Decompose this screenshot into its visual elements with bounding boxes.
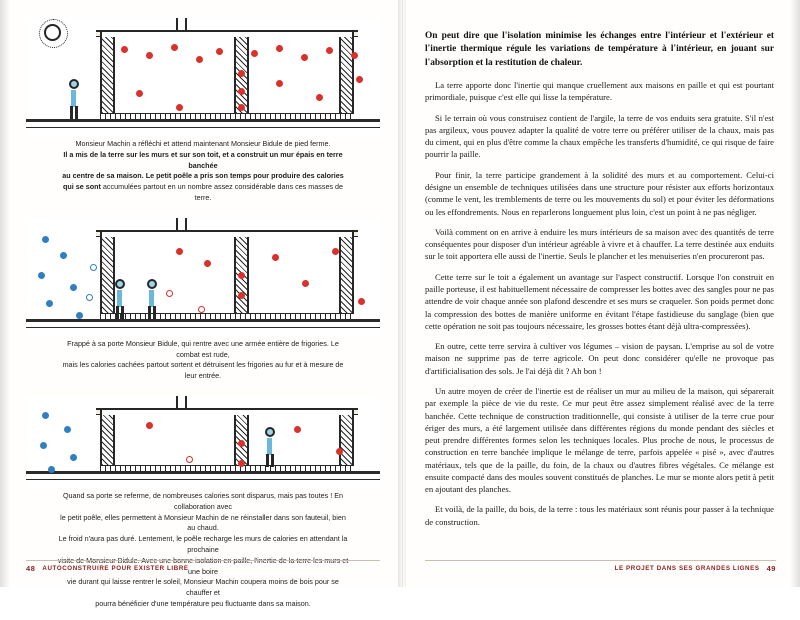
caption-line: Monsieur Machin a réfléchi et attend maintenant Monsieur Bidule de pied ferme. — [75, 139, 331, 148]
house-section — [100, 230, 354, 319]
caption-line: Frappé à sa porte Monsieur Bidule, qui rentre avec une armée entière de frigories. Le combat est rude, — [67, 338, 339, 359]
ground-line-2 — [26, 327, 380, 328]
caption-3 — [26, 488, 380, 620]
left-page — [0, 0, 402, 608]
lead-paragraph: On peut dire que l'isolation minimise les échanges entre l'intérieur et l'extérieur et l'inertie thermique régule les variations de température à l'intérieur, en jouant sur l'absorption et la restitution de chaleur. — [425, 31, 774, 68]
footer-rule-right — [425, 560, 776, 561]
character-machin-seated — [262, 427, 278, 467]
body-paragraph: Voilà comment on en arrive à enduire les murs intérieurs de sa maison avec des quantités de terre conséquentes pour disposer d'un intérieur agréable à vivre et à chauffer. La terre destinée aux enduits sur le toit apportera elle aussi de l'inertie. Seuls le plancher et les menuiseries n'en procureront pas. — [425, 226, 774, 262]
house-section — [100, 408, 354, 471]
footer-left — [26, 564, 189, 573]
straw-wall-right — [339, 415, 354, 471]
ground-line-2 — [26, 127, 380, 128]
body-paragraph: Cette terre sur le toit a également un avantage sur l'aspect constructif. Lorsque l'on construit en paille porteuse, il est habituellement nécessaire de compresser les bottes avec des sangles pour ne pas attendre de voir chaque année son plafond descendre et ses murs se craqueler. Son poids permet donc la compression des bottes de manière uniforme en évitant l'étape fastidieuse du sanglage (bien que cette opération ne soit pas toujours nécessaire, les grosses bottes étant déjà ultra-compressées). — [425, 271, 774, 331]
caption-line: vie durant qui laisse rentrer le soleil, Monsieur Machin coupera moins de bois pour se chauffer et — [67, 577, 339, 598]
body-paragraph: Et voilà, de la paille, du bois, de la terre : tous les matériaux sont réunis pour passer à la technique de construction. — [425, 504, 774, 527]
caption-line: une boire — [188, 566, 218, 576]
straw-wall-left — [100, 415, 115, 471]
caption-2 — [26, 336, 380, 392]
body-paragraph: Pour finir, la terre participe grandement à la solidité des murs et au comportement. Celui-ci désigne un ensemble de techniques utilisées dans une structure pour résister aux efforts horizontaux (comme le vent, les tremblements de terre ou les mouvements du sol) et pour éviter les déformations ou les effondrements. Nous en reparlerons longuement plus loin, c'est un point à ne pas négliger. — [425, 169, 774, 217]
house-section — [100, 30, 354, 119]
scene-1 — [26, 18, 380, 136]
caption-line: Le froid n'aura pas duré. Lentement, le poêle recharge les murs de calories en attendant la prochaine — [58, 534, 348, 554]
footer-right — [615, 564, 776, 573]
character-bidule — [144, 279, 160, 319]
caption-line: mais les calories cachées partout sortent et détruisent les frigories au fur et à mesure de leur entrée. — [62, 360, 344, 381]
caption-line: accumulées partout en un nombre assez considérable dans ces masses de terre. — [102, 182, 344, 202]
character-machin — [112, 279, 128, 319]
scene-2 — [26, 218, 380, 336]
character-machin — [66, 79, 82, 119]
straw-wall-right — [339, 237, 354, 319]
straw-wall-left — [100, 37, 115, 119]
caption-1 — [26, 136, 380, 214]
ground-line-2 — [26, 479, 380, 480]
caption-line: Quand sa porte se referme, de nombreuses calories sont disparus, mais pas toutes ! En collaboration avec — [62, 490, 344, 511]
footer-rule-left — [26, 560, 380, 561]
illustration-panel-3 — [26, 396, 380, 620]
body-paragraph: Un autre moyen de créer de l'inertie est de réaliser un mur au milieu de la maison, qui séparerait par exemple la pièce de vie du reste. Ce mur peut être assez simplement réalisé avec de la terre banchée. Cette technique de construction traditionnelle, qui consiste à utiliser de la terre crue pour ériger des murs, a été largement utilisée dans différentes régions du monde pendant des siècles et peut prendre différentes formes selon les techniques locales. Plus proche de nous, le processus de construction en terre banchée implique le mélange de terre, parfois appelée « pisé », avec d'autres matériaux, tels que de la paille, du foin, de la chaux ou d'autres fibres végétales. Ce mélange est ensuite compacté dans des moules souvent constitués de planches. Le mur se monte alors petit à petit en ajoutant des planches. — [425, 385, 774, 495]
page-number-left: 48 — [26, 564, 36, 573]
body-paragraph: Si le terrain où vous construisez contient de l'argile, la terre de vos enduits sera gratuite. S'il n'est pas argileux, vous pouvez adapter la qualité de votre terre ou préférer utiliser de la chaux, mais pas du ciment, qui en plus d'être comme la chaux empêche les transferts d'humidité, ce qui risque de faire pourrir la paille. — [425, 112, 774, 160]
caption-line: le petit poêle, elles permettent à Monsieur Machin de ne réinstaller dans son fauteuil, bien au chaud. — [60, 512, 346, 533]
scene-3 — [26, 396, 380, 488]
ground-line — [26, 319, 380, 322]
illustration-panel-1 — [26, 18, 380, 214]
illustration-panel-2 — [26, 218, 380, 392]
ground-line — [26, 119, 380, 122]
caption-line-bold: au centre de sa maison. Le petit poêle a pris son temps pour produire des calories qui se sont — [62, 171, 344, 192]
caption-line: pourra bénéficier d'une température peu fluctuante dans sa maison. — [95, 598, 311, 608]
right-page — [402, 0, 800, 587]
running-head-left: AUTOCONSTRUIRE POUR EXISTER LIBRE — [42, 565, 189, 572]
ground-line — [26, 471, 380, 474]
body-paragraph: En outre, cette terre servira à cultiver vos légumes – vision de paysan. L'emprise au sol de votre maison ne supprime pas de terre agricole. On peut donc considérer qu'elle ne provoque pas d'artificialisation des sols. Je l'ai déjà dit ? Ah bon ! — [425, 341, 774, 376]
caption-line-bold: Il a mis de la terre sur les murs et sur son toit, et a construit un mur épais en terre banchée — [63, 149, 343, 170]
page-number-right: 49 — [766, 564, 776, 573]
sun-icon — [44, 24, 61, 41]
running-head-right: LE PROJET DANS SES GRANDES LIGNES — [614, 565, 760, 572]
body-paragraph: La terre apporte donc l'inertie qui manque cruellement aux maisons en paille et qui est pourtant primordiale, puisque c'est elle qui lisse la température. — [425, 80, 774, 103]
straw-wall-right — [339, 37, 354, 119]
